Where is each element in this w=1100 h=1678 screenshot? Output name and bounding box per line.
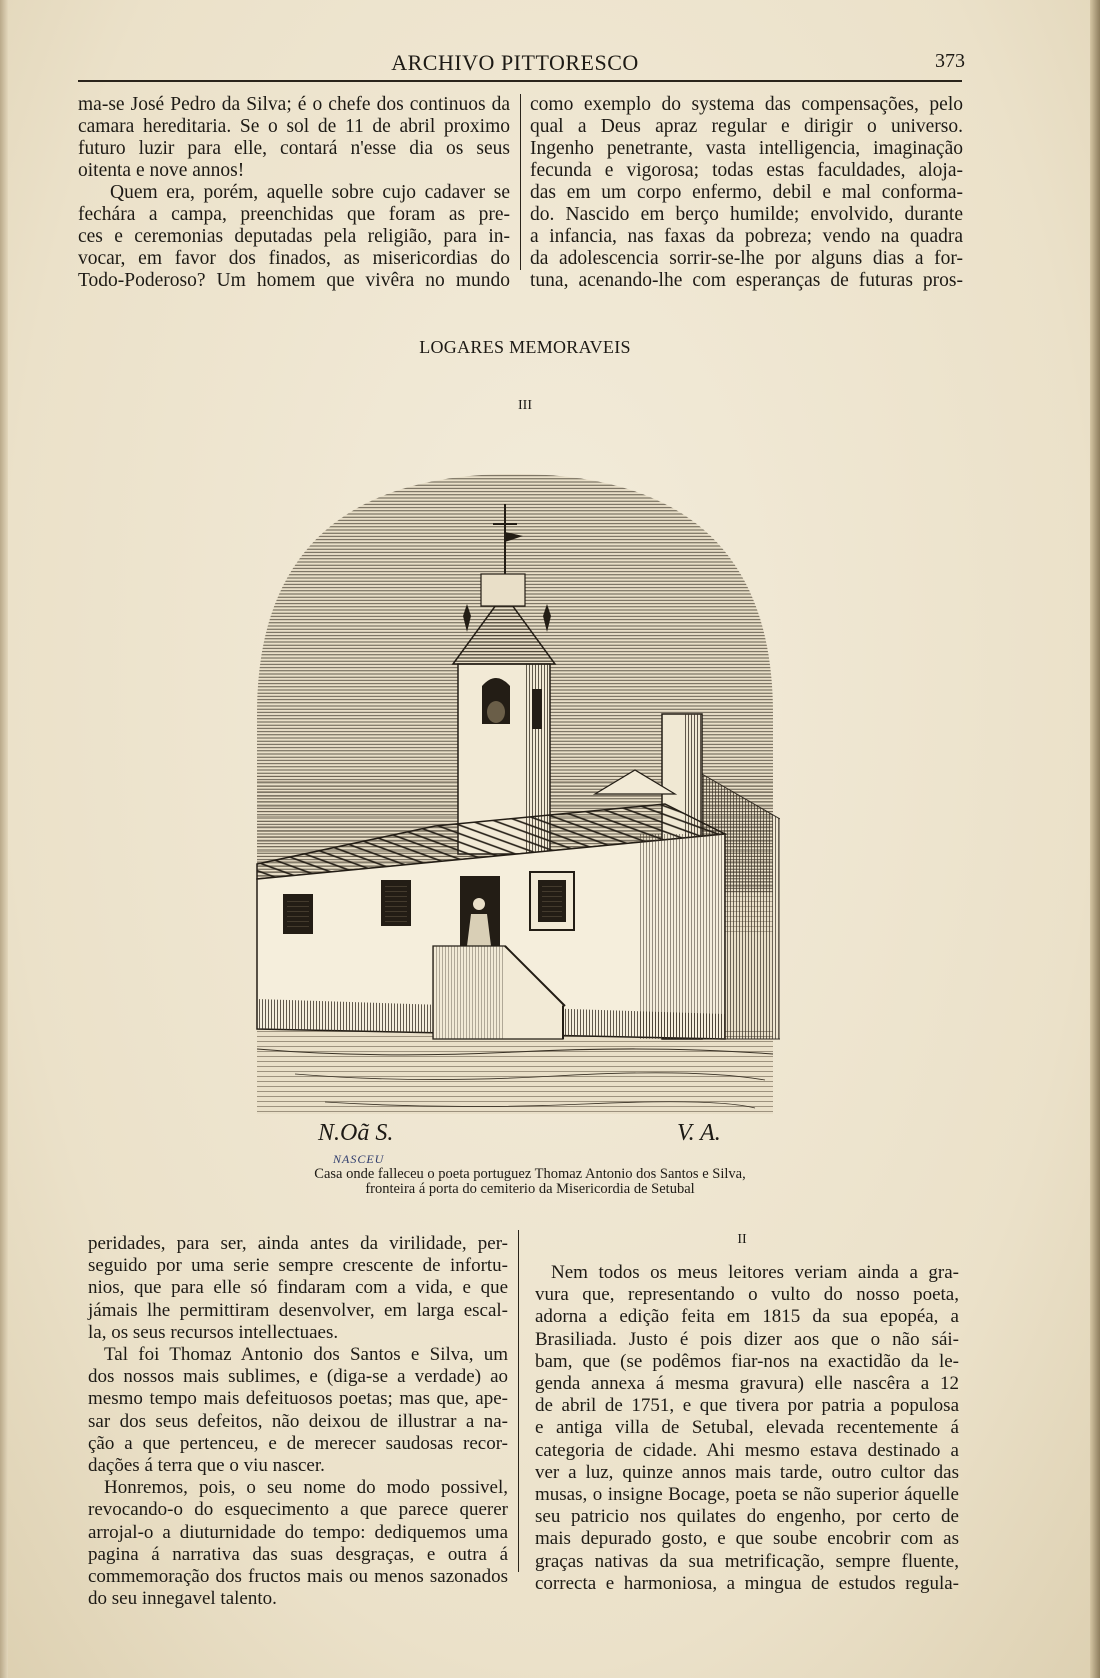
text-line: Brasiliada. Justo é pois dizer aos que o não sái- — [535, 1328, 959, 1350]
text-line: seguido por uma serie sempre crescente de infortu- — [88, 1255, 508, 1277]
section-number: III — [518, 398, 532, 413]
text-line: jámais lhe permittiram desenvolver, em larga escal- — [88, 1299, 508, 1321]
header-rule — [78, 80, 962, 82]
text-line: mesmo tempo mais defeituosos poetas; mas que, ape- — [88, 1388, 508, 1410]
text-line: Quem era, porém, aquelle sobre cujo cadaver se — [110, 182, 510, 203]
text-line: Todo-Poderoso? Um homem que vivêra no mundo — [78, 270, 510, 291]
text-line: ção a que pertenceu, e de merecer saudosas recor- — [88, 1432, 508, 1454]
text-line: adorna a edição feita em 1815 da sua epopéa, a — [535, 1306, 959, 1328]
text-line: revocando-o do esquecimento a que parece querer — [88, 1499, 508, 1521]
page-number: 373 — [935, 50, 965, 72]
illustration-caption — [260, 1167, 800, 1197]
top-right-column — [530, 94, 963, 292]
text-line: ver a luz, quinze annos mais tarde, outro cultor das — [535, 1461, 959, 1483]
text-line: dos nossos mais sublimes, e (diga-se a verdade) ao — [88, 1366, 508, 1388]
text-line: pagina á narrativa das suas desgraças, e outra á — [88, 1543, 508, 1565]
text-line: vura que, representando o vulto do nosso poeta, — [535, 1284, 959, 1306]
text-line: vocar, em favor dos finados, as misericordias do — [78, 248, 510, 269]
text-line: nios, que para elle só findaram com a vida, e que — [88, 1277, 508, 1299]
engraver-signature-left: N.Oã S. — [318, 1120, 394, 1146]
text-line: a infancia, nas faxas da pobreza; vendo na quadra — [530, 226, 963, 247]
text-line: ma-se José Pedro da Silva; é o chefe dos continuos da — [78, 94, 510, 115]
text-line: fecunda e vigorosa; todas estas faculdades, aloja- — [530, 160, 963, 181]
text-line: Honremos, pois, o seu nome do modo possivel, — [104, 1477, 508, 1499]
text-line: qual a Deus apraz regular e dirigir o universo. — [530, 116, 963, 137]
subsection-number: II — [737, 1232, 747, 1247]
caption-line-1: Casa onde falleceu o poeta portuguez Thomaz Antonio dos Santos e Silva, — [314, 1166, 746, 1182]
text-line: tuna, acenando-lhe com esperanças de futuras pros- — [530, 270, 963, 291]
running-header-title: ARCHIVO PITTORESCO — [391, 50, 639, 75]
caption-line-2: fronteira á porta do cemiterio da Misericordia de Setubal — [365, 1181, 695, 1197]
text-line: e antiga villa de Setubal, elevada recentemente á — [535, 1417, 959, 1439]
text-line: bam, que (se podêmos fiar-nos na exactidão da le- — [535, 1350, 959, 1372]
text-line: dações á terra que o viu nascer. — [88, 1455, 325, 1477]
text-line: Tal foi Thomaz Antonio dos Santos e Silva, um — [104, 1344, 508, 1366]
text-line: commemoração dos fructos mais ou menos sazonados — [88, 1566, 508, 1588]
bottom-right-column — [535, 1262, 959, 1595]
text-line: fechára a campa, preenchidas que foram as pre- — [78, 204, 510, 225]
text-line: arrojal-o a diuturnidade do tempo: dediquemos uma — [88, 1521, 508, 1543]
text-line: la, os seus recursos intellectuaes. — [88, 1321, 339, 1343]
text-line: genda annexa á mesma gravura) elle nascêra a 12 — [535, 1373, 959, 1395]
text-line: sar dos seus defeitos, não deixou de illustrar a na- — [88, 1410, 508, 1432]
text-line: categoria de cidade. Ahi mesmo estava destinado a — [535, 1439, 959, 1461]
engraver-signature-right: V. A. — [677, 1120, 721, 1146]
top-left-column — [78, 94, 510, 292]
text-line: do seu innegavel talento. — [88, 1588, 277, 1610]
handwritten-annotation: NASCEU — [333, 1152, 385, 1166]
text-line: do. Nascido em berço humilde; envolvido, durante — [530, 204, 963, 225]
text-line: Nem todos os meus leitores veriam ainda a gra- — [551, 1262, 959, 1283]
text-line: Ingenho penetrante, vasta intelligencia, imaginação — [530, 138, 963, 159]
text-line: oitenta e nove annos! — [78, 160, 245, 181]
text-line: como exemplo do systema das compensações, pelo — [530, 94, 963, 115]
text-line: musas, o insigne Bocage, poeta se não superior áquelle — [535, 1484, 959, 1506]
page-edge-right — [1090, 0, 1100, 1678]
text-line: das em um corpo enfermo, debil e mal conforma- — [530, 182, 963, 203]
text-line: peridades, para ser, ainda antes da virilidade, per- — [88, 1233, 508, 1254]
text-line: da adolescencia sorrir-se-lhe por alguns dias a for- — [530, 248, 963, 269]
text-line: mais depurado gosto, e que soube encobrir com as — [535, 1528, 959, 1550]
section-title: LOGARES MEMORAVEIS — [419, 337, 631, 357]
text-line: de abril de 1751, e que tivera por patria a populosa — [535, 1395, 959, 1417]
text-line: seu patricio nos quilates do engenho, por certo de — [535, 1506, 959, 1528]
text-line: ces e ceremonias deputadas pela religião, para in- — [78, 226, 510, 247]
page-edge-left — [0, 0, 8, 1678]
column-divider-bottom — [518, 1230, 519, 1572]
text-line: correcta e harmoniosa, a mingua de estudos regula- — [535, 1572, 959, 1594]
text-line: camara hereditaria. Se o sol de 11 de abril proximo — [78, 116, 510, 137]
bottom-left-column — [88, 1233, 508, 1610]
column-divider-top — [520, 94, 521, 270]
text-line: futuro luzir para elle, contará n'esse dia os seus — [78, 138, 510, 159]
engraving-house-illustration — [255, 474, 780, 1146]
text-line: graças nativas da sua metrificação, sempre fluente, — [535, 1550, 959, 1572]
